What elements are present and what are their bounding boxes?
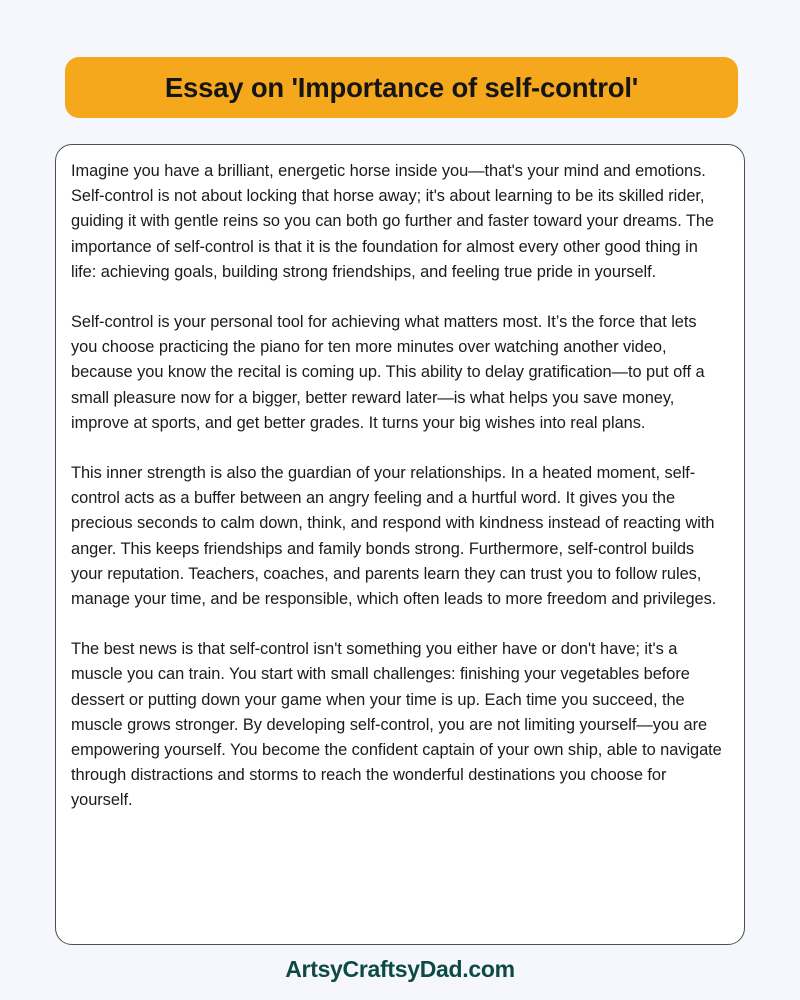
essay-body [71,159,722,814]
essay-paragraph: Imagine you have a brilliant, energetic horse inside you—that's your mind and emotions. Self-control is not about locking that horse away; it's about learning to be its skilled rider, guiding it with gentle reins so you can both go further and faster toward your dreams. The importance of self-control is that it is the foundation for almost every other good thing in life: achieving goals, building strong friendships, and feeling true pride in yourself. [71,162,714,281]
essay-title-banner [65,57,738,118]
essay-paragraph: The best news is that self-control isn't something you either have or don't have; it's a muscle you can train. You start with small challenges: finishing your vegetables before dessert or putting down your game when your time is up. Each time you succeed, the muscle grows stronger. By developing self-control, you are not limiting yourself—you are empowering yourself. You become the confident captain of your own ship, able to navigate through distractions and storms to reach the wonderful destinations you choose for yourself. [71,640,722,810]
page-title: Essay on 'Importance of self-control' [164,71,639,103]
essay-paragraph: This inner strength is also the guardian of your relationships. In a heated moment, self-control acts as a buffer between an angry feeling and a hurtful word. It gives you the precious seconds to calm down, think, and respond with kindness instead of reacting with anger. This keeps friendships and family bonds strong. Furthermore, self-control builds your reputation. Teachers, coaches, and parents learn they can trust you to follow rules, manage your time, and be responsible, which often leads to more freedom and privileges. [71,464,717,609]
essay-paragraph: Self-control is your personal tool for achieving what matters most. It’s the force that lets you choose practicing the piano for ten more minutes over watching another video, because you know the recital is coming up. This ability to delay gratification—to put off a small pleasure now for a bigger, better reward later—is what helps you save money, improve at sports, and get better grades. It turns your big wishes into real plans. [71,313,705,432]
site-branding: ArtsyCraftsyDad.com [285,956,515,982]
essay-card [55,144,745,945]
